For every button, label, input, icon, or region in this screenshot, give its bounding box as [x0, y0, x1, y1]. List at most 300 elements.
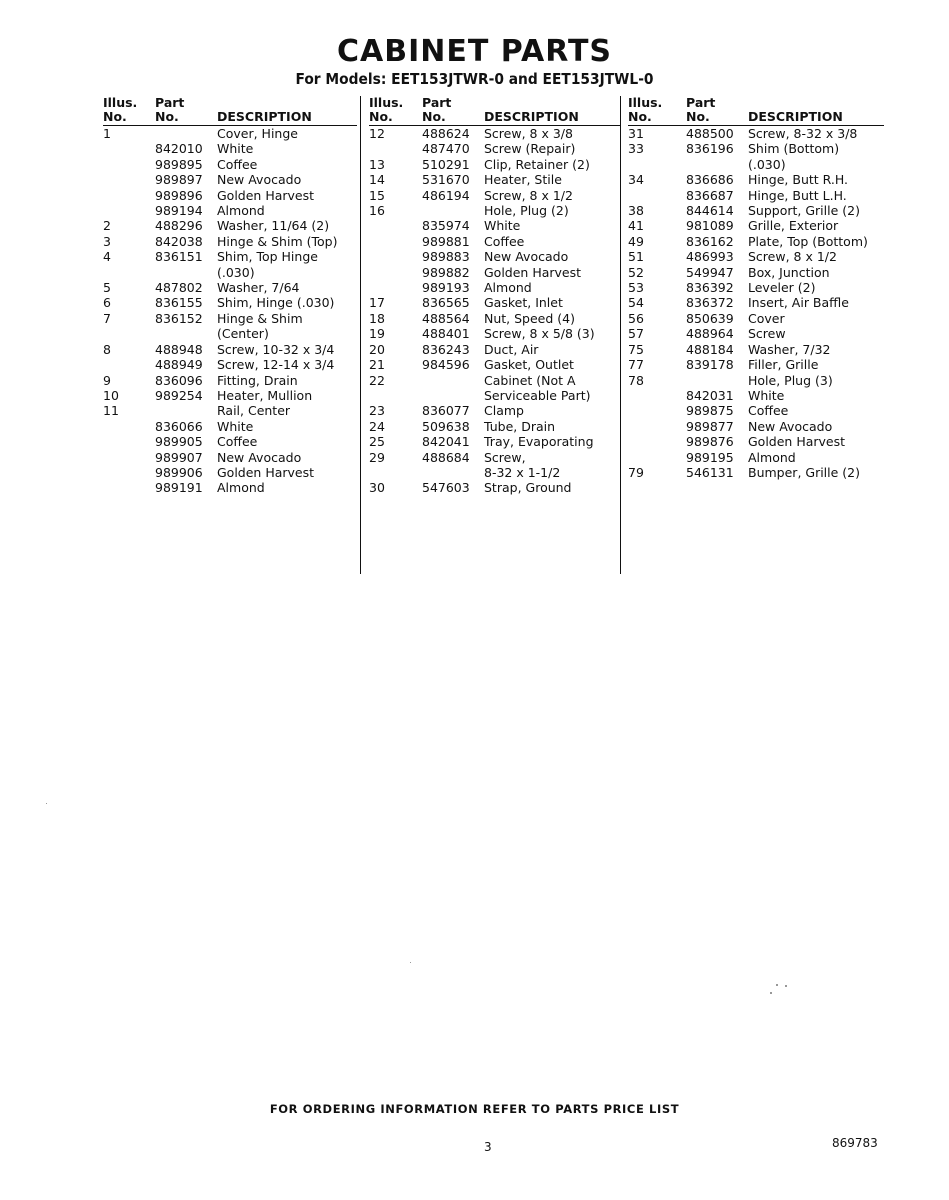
illus-number	[628, 450, 686, 465]
parts-row	[103, 218, 357, 233]
illus-header: Illus. No.	[628, 96, 686, 126]
parts-row	[628, 419, 884, 434]
parts-row	[628, 172, 884, 187]
part-number: 547603	[422, 480, 470, 496]
part-number: 510291	[422, 156, 470, 172]
part-number: 488184	[686, 341, 734, 357]
part-description: Shim (Bottom)	[748, 141, 840, 157]
part-number: 488564	[422, 310, 470, 326]
part-description: Screw	[748, 326, 786, 342]
part-description: (.030)	[748, 156, 786, 172]
part-description: Almond	[217, 480, 265, 496]
part-number: 984596	[422, 357, 470, 373]
illus-number	[628, 388, 686, 403]
part-number: 488624	[422, 126, 470, 141]
part-description: Support, Grille (2)	[748, 203, 860, 219]
illus-number: 57	[628, 326, 644, 342]
illus-number	[103, 450, 155, 465]
part-description: Golden Harvest	[217, 464, 315, 480]
parts-row	[369, 172, 621, 187]
parts-row	[628, 434, 884, 449]
part-description: Rail, Center	[217, 403, 291, 419]
parts-row	[628, 311, 884, 326]
part-number: 989906	[155, 464, 203, 480]
part-number	[422, 373, 484, 388]
part-description: Serviceable Part)	[484, 387, 591, 403]
scan-speck	[410, 962, 411, 963]
part-number: 989195	[686, 449, 734, 465]
parts-row	[628, 465, 884, 480]
illus-number: 4	[103, 249, 111, 265]
illus-number	[103, 172, 155, 187]
illus-number	[369, 265, 422, 280]
part-number: 836687	[686, 187, 734, 203]
illus-number	[103, 419, 155, 434]
part-description: Shim, Top Hinge	[217, 249, 318, 265]
parts-row	[103, 388, 357, 403]
column-divider-2	[620, 96, 621, 574]
parts-row	[103, 373, 357, 388]
part-number: 981089	[686, 218, 734, 234]
parts-row	[103, 311, 357, 326]
description-header: DESCRIPTION	[484, 96, 621, 126]
illus-number: 3	[103, 233, 111, 249]
part-description: Gasket, Inlet	[484, 295, 563, 311]
part-number: 836077	[422, 403, 470, 419]
part-description: New Avocado	[484, 249, 569, 265]
illus-number	[369, 465, 422, 480]
parts-row	[628, 295, 884, 310]
part-description: Coffee	[748, 403, 789, 419]
parts-row	[628, 188, 884, 203]
illus-number	[369, 234, 422, 249]
part-number: 488949	[155, 357, 203, 373]
part-description: Screw, 8-32 x 3/8	[748, 126, 858, 141]
parts-row	[369, 295, 621, 310]
part-description: Cover	[748, 310, 785, 326]
parts-row	[103, 434, 357, 449]
illus-number	[369, 280, 422, 295]
parts-row	[369, 480, 621, 495]
part-description: Screw,	[484, 449, 526, 465]
part-description: Hole, Plug (2)	[484, 203, 569, 219]
illus-number	[103, 188, 155, 203]
illus-number: 15	[369, 187, 385, 203]
illus-number	[103, 480, 155, 495]
part-description: Leveler (2)	[748, 280, 816, 296]
part-number: 488500	[686, 126, 734, 141]
parts-row	[103, 234, 357, 249]
illus-number: 18	[369, 310, 385, 326]
parts-row	[103, 403, 357, 418]
part-description: White	[217, 418, 254, 434]
header-row	[369, 96, 621, 126]
part-description: New Avocado	[217, 172, 302, 188]
part-description: Filler, Grille	[748, 357, 819, 373]
part-description: Cover, Hinge	[217, 126, 298, 141]
part-description: White	[484, 218, 521, 234]
illus-number: 54	[628, 295, 644, 311]
part-description: Screw, 8 x 1/2	[748, 249, 837, 265]
illus-header: Illus. No.	[369, 96, 422, 126]
part-number: 836152	[155, 310, 203, 326]
part-number: 989905	[155, 434, 203, 450]
part-number	[155, 126, 217, 142]
part-number: 836096	[155, 372, 203, 388]
part-number: 842038	[155, 233, 203, 249]
part-description: Clip, Retainer (2)	[484, 156, 590, 172]
part-description: Duct, Air	[484, 341, 539, 357]
part-number: 836392	[686, 280, 734, 296]
part-description: Insert, Air Baffle	[748, 295, 849, 311]
illus-number: 1	[103, 126, 111, 141]
parts-column-3	[628, 96, 884, 480]
part-number: 842041	[422, 434, 470, 450]
part-description: Plate, Top (Bottom)	[748, 233, 868, 249]
illus-number	[103, 157, 155, 172]
illus-number: 77	[628, 357, 644, 373]
illus-number: 53	[628, 280, 644, 296]
illus-number: 9	[103, 372, 111, 388]
illus-number: 6	[103, 295, 111, 311]
illus-number: 34	[628, 172, 644, 188]
illus-number: 16	[369, 203, 385, 219]
part-description: Clamp	[484, 403, 524, 419]
illus-number	[628, 434, 686, 449]
scan-speck	[785, 985, 787, 987]
part-number: 836196	[686, 141, 734, 157]
parts-row	[628, 326, 884, 341]
illus-number: 79	[628, 464, 644, 480]
part-description: Almond	[217, 203, 265, 219]
parts-row	[103, 172, 357, 187]
parts-row	[369, 218, 621, 233]
illus-number: 25	[369, 434, 385, 450]
parts-row	[103, 419, 357, 434]
illus-number	[103, 357, 155, 372]
illus-number: 21	[369, 357, 385, 373]
parts-row	[628, 218, 884, 233]
part-number	[686, 157, 748, 172]
part-number: 836162	[686, 233, 734, 249]
part-description: Washer, 11/64 (2)	[217, 218, 330, 234]
part-description: Golden Harvest	[748, 434, 846, 450]
page-number: 3	[484, 1140, 492, 1154]
part-number	[155, 326, 217, 341]
part-number: 509638	[422, 418, 470, 434]
parts-row	[628, 157, 884, 172]
parts-row	[103, 157, 357, 172]
illus-number: 7	[103, 310, 111, 326]
part-number: 487470	[422, 141, 470, 157]
part-number: 488964	[686, 326, 734, 342]
part-description: Fitting, Drain	[217, 372, 298, 388]
illus-number: 8	[103, 341, 111, 357]
part-description: White	[217, 141, 254, 157]
part-number: 989191	[155, 480, 203, 496]
part-number: 835974	[422, 218, 470, 234]
part-number: 836066	[155, 418, 203, 434]
header-row	[103, 96, 357, 126]
part-number: 836372	[686, 295, 734, 311]
part-description: Strap, Ground	[484, 480, 572, 496]
part-header: Part No.	[422, 96, 484, 126]
parts-row	[369, 388, 621, 403]
part-number: 836151	[155, 249, 203, 265]
parts-row	[628, 357, 884, 372]
page-title: CABINET PARTS	[336, 34, 613, 69]
part-description: Screw (Repair)	[484, 141, 576, 157]
parts-row	[628, 403, 884, 418]
parts-row	[628, 388, 884, 403]
part-description: Hinge & Shim (Top)	[217, 233, 338, 249]
parts-table-3	[628, 96, 884, 480]
illus-number: 33	[628, 141, 644, 157]
parts-row	[103, 342, 357, 357]
parts-row	[628, 126, 884, 142]
part-description: Heater, Mullion	[217, 387, 313, 403]
illus-number	[369, 218, 422, 233]
part-description: 8-32 x 1-1/2	[484, 464, 561, 480]
parts-row	[628, 203, 884, 218]
part-description: Screw, 8 x 1/2	[484, 187, 573, 203]
part-number: 839178	[686, 357, 734, 373]
part-description: Screw, 8 x 3/8	[484, 126, 573, 141]
part-number	[686, 373, 748, 388]
parts-row	[369, 450, 621, 465]
part-description: Screw, 12-14 x 3/4	[217, 357, 335, 373]
illus-number	[103, 203, 155, 218]
column-divider-1	[360, 96, 361, 574]
part-number: 989883	[422, 249, 470, 265]
illus-number	[628, 403, 686, 418]
parts-row	[628, 450, 884, 465]
parts-row	[369, 141, 621, 156]
illus-header: Illus. No.	[103, 96, 155, 126]
parts-row	[369, 157, 621, 172]
parts-row	[628, 265, 884, 280]
illus-number: 75	[628, 341, 644, 357]
part-description: New Avocado	[217, 449, 302, 465]
illus-number	[628, 188, 686, 203]
illus-number: 14	[369, 172, 385, 188]
header-row	[628, 96, 884, 126]
illus-number: 22	[369, 372, 385, 388]
scan-speck	[776, 984, 778, 986]
part-number	[155, 265, 217, 280]
part-number: 844614	[686, 203, 734, 219]
part-description: Screw, 10-32 x 3/4	[217, 341, 335, 357]
illus-number: 12	[369, 126, 385, 141]
parts-row	[103, 203, 357, 218]
part-number: 488948	[155, 341, 203, 357]
part-description: Heater, Stile	[484, 172, 562, 188]
part-number: 989907	[155, 449, 203, 465]
parts-row	[628, 280, 884, 295]
part-description: Tray, Evaporating	[484, 434, 594, 450]
part-number: 531670	[422, 172, 470, 188]
part-description: Hinge & Shim	[217, 310, 303, 326]
part-number	[422, 388, 484, 403]
part-number: 488296	[155, 218, 203, 234]
parts-row	[369, 311, 621, 326]
parts-row	[103, 357, 357, 372]
parts-row	[369, 419, 621, 434]
parts-row	[369, 403, 621, 418]
part-number: 546131	[686, 464, 734, 480]
part-description: Hinge, Butt L.H.	[748, 187, 847, 203]
parts-column-1	[103, 96, 357, 496]
part-number: 989875	[686, 403, 734, 419]
parts-row	[103, 265, 357, 280]
parts-row	[369, 249, 621, 264]
parts-row	[103, 480, 357, 495]
part-description: Shim, Hinge (.030)	[217, 295, 335, 311]
parts-row	[369, 434, 621, 449]
part-description: Coffee	[484, 233, 525, 249]
models-subtitle: For Models: EET153JTWR-0 and EET153JTWL-0	[295, 70, 654, 88]
illus-number: 29	[369, 449, 385, 465]
parts-row	[369, 126, 621, 142]
parts-row	[103, 450, 357, 465]
illus-number: 17	[369, 295, 385, 311]
part-description: (Center)	[217, 326, 269, 342]
illus-number: 24	[369, 418, 385, 434]
parts-row	[103, 465, 357, 480]
part-number: 487802	[155, 280, 203, 296]
part-number: 989194	[155, 203, 203, 219]
part-description: New Avocado	[748, 418, 833, 434]
part-number: 989897	[155, 172, 203, 188]
part-number: 989896	[155, 187, 203, 203]
part-number: 488401	[422, 326, 470, 342]
illus-number: 78	[628, 372, 644, 388]
illus-number	[369, 141, 422, 156]
part-number: 842010	[155, 141, 203, 157]
parts-row	[103, 249, 357, 264]
parts-row	[103, 295, 357, 310]
part-number: 836565	[422, 295, 470, 311]
parts-table-2	[369, 96, 621, 496]
illus-number: 41	[628, 218, 644, 234]
part-description: Washer, 7/64	[217, 280, 300, 296]
part-number: 486993	[686, 249, 734, 265]
parts-row	[628, 141, 884, 156]
parts-row	[369, 342, 621, 357]
part-number: 989876	[686, 434, 734, 450]
part-number: 842031	[686, 387, 734, 403]
part-number: 989881	[422, 233, 470, 249]
parts-row	[103, 141, 357, 156]
parts-row	[103, 280, 357, 295]
parts-column-2	[369, 96, 621, 496]
part-number	[422, 465, 484, 480]
parts-row	[369, 357, 621, 372]
illus-number: 13	[369, 156, 385, 172]
part-description: Tube, Drain	[484, 418, 556, 434]
part-number: 836243	[422, 341, 470, 357]
parts-row	[628, 249, 884, 264]
illus-number: 52	[628, 264, 644, 280]
part-number: 989877	[686, 418, 734, 434]
illus-number: 20	[369, 341, 385, 357]
part-description: Coffee	[217, 434, 258, 450]
part-number: 989254	[155, 387, 203, 403]
illus-number: 23	[369, 403, 385, 419]
illus-number: 38	[628, 203, 644, 219]
parts-row	[103, 326, 357, 341]
part-number	[422, 203, 484, 218]
description-header: DESCRIPTION	[217, 96, 357, 126]
part-number: 989193	[422, 280, 470, 296]
document-number: 869783	[832, 1136, 878, 1150]
parts-row	[369, 203, 621, 218]
part-description: Almond	[484, 280, 532, 296]
illus-number: 30	[369, 480, 385, 496]
part-number: 989895	[155, 156, 203, 172]
parts-row	[369, 188, 621, 203]
illus-number: 2	[103, 218, 111, 234]
illus-number: 19	[369, 326, 385, 342]
scan-speck	[46, 803, 47, 804]
illus-number	[103, 434, 155, 449]
part-number: 549947	[686, 264, 734, 280]
illus-number	[103, 265, 155, 280]
illus-number: 31	[628, 126, 644, 141]
ordering-info-footer: FOR ORDERING INFORMATION REFER TO PARTS PRICE LIST	[269, 1102, 680, 1116]
part-header: Part No.	[686, 96, 748, 126]
part-description: Grille, Exterior	[748, 218, 839, 234]
parts-row	[369, 326, 621, 341]
part-description: Golden Harvest	[217, 187, 315, 203]
illus-number	[369, 249, 422, 264]
part-number: 836686	[686, 172, 734, 188]
part-description: Screw, 8 x 5/8 (3)	[484, 326, 595, 342]
parts-table-1	[103, 96, 357, 496]
illus-number	[103, 465, 155, 480]
parts-row	[628, 234, 884, 249]
illus-number: 49	[628, 233, 644, 249]
illus-number	[628, 157, 686, 172]
scan-speck	[770, 992, 772, 994]
part-description: Box, Junction	[748, 264, 830, 280]
part-description: (.030)	[217, 264, 255, 280]
part-description: Hinge, Butt R.H.	[748, 172, 849, 188]
parts-row	[369, 465, 621, 480]
illus-number: 10	[103, 387, 119, 403]
part-description: White	[748, 387, 785, 403]
part-number	[155, 403, 217, 418]
illus-number: 11	[103, 403, 119, 419]
illus-number	[103, 141, 155, 156]
part-description: Hole, Plug (3)	[748, 372, 833, 388]
illus-number	[103, 326, 155, 341]
part-number: 488684	[422, 449, 470, 465]
part-number: 850639	[686, 310, 734, 326]
part-header: Part No.	[155, 96, 217, 126]
illus-number: 51	[628, 249, 644, 265]
illus-number	[369, 388, 422, 403]
parts-row	[628, 373, 884, 388]
description-header: DESCRIPTION	[748, 96, 884, 126]
parts-row	[103, 188, 357, 203]
parts-row	[369, 234, 621, 249]
part-description: Cabinet (Not A	[484, 372, 576, 388]
illus-number: 56	[628, 310, 644, 326]
part-description: Washer, 7/32	[748, 341, 831, 357]
parts-row	[369, 265, 621, 280]
part-description: Almond	[748, 449, 796, 465]
